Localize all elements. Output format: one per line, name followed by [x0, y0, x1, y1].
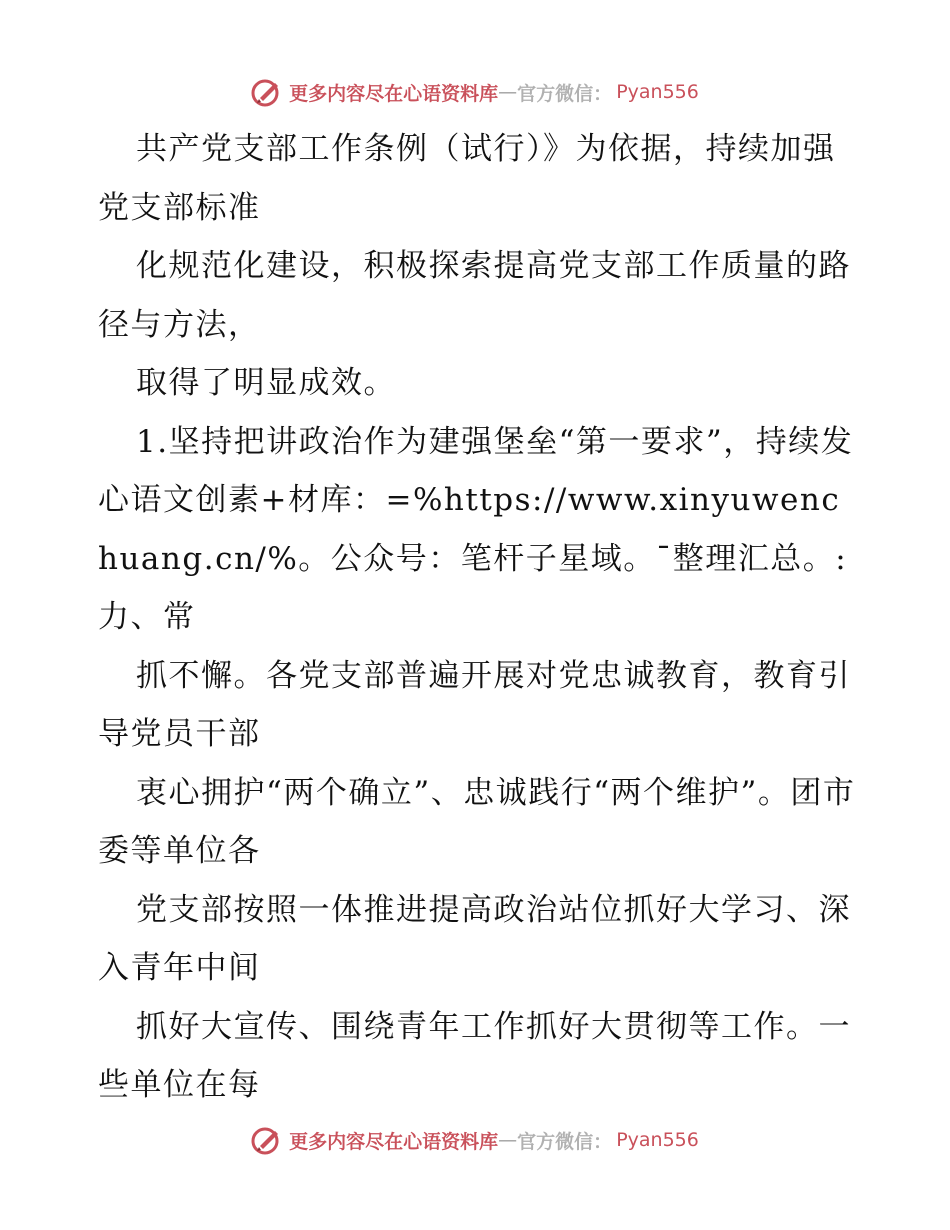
paragraph: 取得了明显成效。 [136, 365, 396, 401]
watermark-wechat-id: Pyan556 [616, 1129, 699, 1151]
paragraph: 1.坚持把讲政治作为建强堡垒“第一要求”，持续发心语文创素+材库：=%https://www.xinyuwenchuang.cn/%。公众号：笔杆子星域。¯整理汇总。:力、常 [98, 423, 854, 635]
paragraph: 化规范化建设，积极探索提高党支部工作质量的路径与方法， [98, 248, 851, 343]
header-watermark [0, 72, 950, 112]
paragraph: 抓不懈。各党支部普遍开展对党忠诚教育，教育引导党员干部 [98, 657, 851, 752]
watermark-main-text: 更多内容尽在心语资料库 [289, 82, 499, 105]
watermark-dash: — [498, 81, 518, 103]
watermark-sub-text: 官方微信： [517, 1130, 613, 1153]
paragraph: 共产党支部工作条例（试行）》为依据，持续加强党支部标准 [98, 131, 836, 226]
paragraph: 衷心拥护“两个确立”、忠诚践行“两个维护”。团市委等单位各 [98, 774, 856, 869]
watermark-wechat-id: Pyan556 [616, 81, 699, 103]
quill-logo-icon [251, 76, 283, 108]
paragraph: 抓好大宣传、围绕青年工作抓好大贯彻等工作。一些单位在每 [98, 1008, 851, 1103]
quill-logo-icon [251, 1124, 283, 1156]
document-body [98, 120, 858, 1115]
paragraph: 党支部按照一体推进提高政治站位抓好大学习、深入青年中间 [98, 891, 851, 986]
watermark-main-text: 更多内容尽在心语资料库 [289, 1130, 499, 1153]
watermark-dash: — [498, 1129, 518, 1151]
watermark-sub-text: 官方微信： [517, 82, 613, 105]
footer-watermark [0, 1120, 950, 1160]
